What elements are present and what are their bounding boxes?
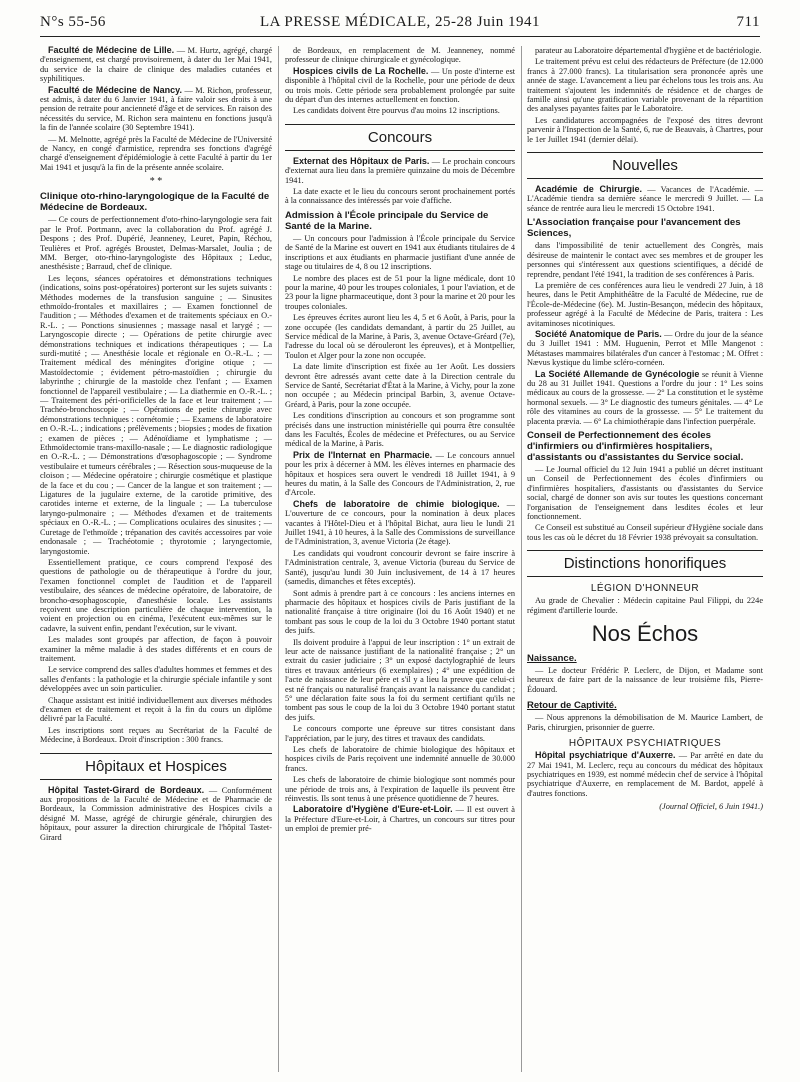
article-paragraph	[40, 46, 272, 84]
article-paragraph	[527, 713, 763, 732]
article-paragraph	[527, 185, 763, 213]
article-paragraph	[527, 281, 763, 328]
article-paragraph	[285, 724, 515, 743]
column-left	[40, 46, 272, 1074]
article-paragraph	[285, 187, 515, 206]
article-paragraph	[527, 465, 763, 521]
article-text: — Nous apprenons la démobilisation de M. Maurice Lambert, de Paris, chirurgien, prisonnier de guerre.	[527, 713, 763, 732]
section-title: Distinctions honorifiques	[527, 550, 763, 577]
article-heading: Admission à l'École principale du Service de Santé de la Marine.	[285, 209, 489, 232]
article-paragraph	[40, 135, 272, 173]
article-paragraph	[527, 330, 763, 368]
column-right	[527, 46, 763, 1074]
column-middle	[285, 46, 515, 1074]
article-text: se réunit à Vienne du 28 au 31 Juillet 1941. Questions a l'ordre du jour : 1° Les soins médicaux au cours de la grossesse. — 2° La constitution et le système hormonal sexuels. — 3° Le diagnostic des tumeurs génitales. — 4° Le rôle des vitamines au cours de la grossesse. — 5° Le traitement du placenta prævia. — 6° La chimiothérapie dans l'infection puerpérale.	[527, 369, 763, 426]
article-paragraph	[285, 234, 515, 272]
article-paragraph	[285, 274, 515, 312]
article-paragraph	[285, 106, 515, 115]
article-paragraph	[285, 500, 515, 547]
article-heading: Conseil de Perfectionnement des écoles d'infirmiers ou d'infirmières hospitaliers, d'assistants ou d'assistantes du Service social.	[527, 430, 744, 463]
source-citation: (Journal Officiel, 6 Juin 1941.)	[659, 802, 763, 812]
article-text: Les conditions d'inscription au concours et son programme sont précisés dans une instruction ministérielle qui pourra être consultée dans les Facultés, Écoles de médecine et Préfectures, ou au Service médical de la Marine, à Paris.	[285, 411, 515, 449]
article-run-in-heading: Laboratoire d'Hygiène d'Eure-et-Loir.	[293, 804, 453, 815]
article-text: — M. Hurtz, agrégé, chargé d'enseignement, est chargé provisoirement, à dater du 1er Mai 1941, du service de la chaire de clinique des maladies cutanées et syphilitiques.	[40, 46, 272, 84]
article-paragraph	[285, 451, 515, 498]
article-paragraph	[285, 157, 515, 185]
article-paragraph	[40, 86, 272, 133]
subsection-heading: Retour de Captivité.	[527, 700, 617, 712]
article-run-in-heading: La Société Allemande de Gynécologie	[535, 368, 700, 379]
article-text: — Vacances de l'Académie. — L'Académie tiendra sa dernière séance le mercredi 9 Juillet. — La séance de rentrée aura lieu le mercredi 15 Octobre 1941.	[527, 185, 763, 213]
article-text: Ce Conseil est substitué au Conseil supérieur d'Hygiène sociale dans tous les cas où le décret du 18 Février 1938 prévoyait sa consultation.	[527, 523, 763, 542]
article-run-in-heading: Hôpital Tastet-Girard de Bordeaux.	[48, 784, 205, 795]
article-text: — Le concours annuel pour les prix à décerner à MM. les élèves internes en pharmacie des hôpitaux et hospices sera ouvert le vendredi 18 Juillet 1941, à 9 heures du matin, à la Salle des Concours de l'Administration, 2, rue d'Arcole.	[285, 450, 515, 498]
article-text: Les malades sont groupés par affection, de façon à pouvoir examiner la même maladie à des stades différents et en cours de traitement.	[40, 635, 272, 663]
article-text: dans l'impossibilité de tenir actuellement des Congrès, mais désireuse de maintenir le contact avec ses membres et de grouper les personnes qui s'intéressent aux questions scientifiques, a décidé de reprendre, pendant l'été 1941, la tradition de ses conférences à Paris.	[527, 241, 763, 279]
article-run-in-heading: Société Anatomique de Paris.	[535, 328, 662, 339]
article-paragraph	[285, 67, 515, 105]
article-paragraph	[285, 46, 515, 65]
article-text: Les inscriptions sont reçues au Secrétariat de la Faculté de Médecine, à Bordeaux. Droit d'inscription : 300 francs.	[40, 725, 272, 745]
article-text: Le nombre des places est de 51 pour la ligne médicale, dont 10 pour la marine, 40 pour les troupes coloniales, 1 pour l'aviation, et de 23 pour la ligne pharmaceutique, dont 3 pour la marine et 20 pour les troupes coloniales.	[285, 273, 515, 311]
article-paragraph	[40, 635, 272, 663]
article-paragraph	[285, 313, 515, 360]
article-paragraph	[285, 362, 515, 409]
article-run-in-heading: Externat des Hôpitaux de Paris.	[293, 155, 430, 166]
article-paragraph	[40, 665, 272, 693]
article-text: — Le Journal officiel du 12 Juin 1941 a publié un décret instituant un Conseil de Perfectionnement des écoles d'infirmiers ou d'infirmières hospitaliers, d'assistants ou d'assistantes du Service social, chargé de donner son avis sur toutes les questions concernant l'organisation de l'enseignement dans lesdites écoles et leur fonctionnement.	[527, 465, 763, 522]
article-text: Sont admis à prendre part à ce concours : les anciens internes en pharmacie des hôpitaux et hospices civils de Paris justifiant de la nationalité française à titre originaire (loi du 16 Août 1940) et ne tombant pas sous le coup de la loi du 3 Octobre 1940 portant statut des juifs.	[285, 588, 515, 636]
journal-title: LA PRESSE MÉDICALE, 25-28 Juin 1941	[259, 14, 540, 30]
article-paragraph	[285, 745, 515, 773]
article-heading: L'Association française pour l'avancement des Sciences,	[527, 217, 741, 240]
article-text: La date limite d'inscription est fixée au 1er Août. Les dossiers devront être adressés avant cette date à la Direction centrale du Service de Santé, Secrétariat d'État à la Marine, à Vichy, pour la zone non occupée ; au Médecin principal Barbin, 3, avenue Octave-Gréard, à Paris, pour la zone occupée.	[285, 362, 515, 409]
article-text: Ils doivent produire à l'appui de leur inscription : 1° un extrait de leur acte de naissance justifiant de la nationalité française ; 2° un extrait du casier judiciaire ; 3° un exposé dactylographié de leurs titres et travaux antérieurs (6 exemplaires) ; 4° une expédition de l'acte de naissance de leur père et s'il y a lieu la preuve que celui-ci est né français ou naturalisé français avant la naissance du candidat ; 5° une déclaration faite sous la foi du serment certifiant qu'ils ne tombent pas sous le coup de la loi du 3 Octobre 1940 portant statut des juifs.	[285, 637, 515, 722]
article-text: — Conformément aux propositions de la Faculté de Médecine et de Pharmacie de Bordeaux, la Commission administrative des Hospices civils a désigné M. Masse, agrégé de chirurgie générale, chirurgien des hôpitaux, pour assurer la direction chirurgicale de l'hôpital Tastet-Girard	[40, 785, 272, 842]
article-run-in-heading: Hôpital psychiatrique d'Auxerre.	[535, 750, 676, 761]
page-header	[40, 8, 760, 37]
article-paragraph	[40, 558, 272, 633]
issue-number: N°s 55-56	[40, 14, 106, 30]
page-number: 711	[736, 14, 760, 30]
article-text: Les candidats qui voudront concourir devront se faire inscrire à l'Administration centrale, 3, avenue Victoria (bureau du Service de Santé), jusqu'au lundi 30 Juin inclusivement, de 14 à 17 heures (samedis, dimanches et fêtes exceptés).	[285, 548, 515, 587]
article-text: — Le prochain concours d'externat aura lieu dans la première quinzaine du mois de Décembre 1941.	[285, 156, 515, 185]
article-text: Au grade de Chevalier : Médecin capitaine Paul Filippi, du 224e régiment d'artillerie lourde.	[527, 596, 763, 615]
article-text: de Bordeaux, en remplacement de M. Jeanneney, nommé professeur de clinique chirurgicale et gynécologique.	[285, 46, 515, 65]
article-text: — Un poste d'interne est disponible à l'hôpital civil de la Rochelle, pour une période de deux ou trois mois. Cette période sera probablement prolongée par suite du départ d'un des internes actuellement en fonction.	[285, 66, 515, 105]
article-text: — Le docteur Frédéric P. Leclerc, de Dijon, et Madame sont heureux de faire part de la naissance de leur troisième fils, Pierre-Édouard.	[527, 666, 763, 694]
article-text: Les chefs de laboratoire de chimie biologique des hôpitaux et hospices civils de Paris reçoivent une indemnité annuelle de 30.000 francs.	[285, 745, 515, 773]
article-paragraph	[527, 46, 763, 55]
article-text: — Par arrêté en date du 27 Mai 1941, M. Leclerc, reçu au concours du médicat des hôpitaux psychiatriques en 1939, est nommé médecin chef de service à l'hôpital psychiatrique d'Auxerre, en remplacement de M. Bardot, appelé à d'autres fonctions.	[527, 751, 763, 798]
article-text: parateur au Laboratoire départemental d'hygiène et de bactériologie.	[535, 46, 762, 55]
column-rule	[278, 46, 279, 1072]
article-text: — M. Melnotte, agrégé près la Faculté de Médecine de l'Université de Nancy, en congé d'armistice, reprendra ses fonctions d'agrégé chargé d'enseignement d'épidémiologie à cette Faculté à partir du 1er Mai 1941 et jusqu'à la fin de la présente année scolaire.	[40, 134, 272, 172]
section-title-large: Nos Échos	[591, 621, 699, 647]
article-text: La première de ces conférences aura lieu le vendredi 27 Juin, à 18 heures, dans le Petit Amphithéâtre de la Faculté de Médecine, rue de l'École-de-Médecine (6e). M. Justin-Besançon, médecin des hôpitaux, professeur agrégé à la Faculté de Médecine de Paris, traitera : Les avitaminoses nicotiniques.	[527, 280, 763, 328]
subsection-title: HÔPITAUX PSYCHIATRIQUES	[568, 738, 722, 750]
article-run-in-heading: Chefs de laboratoire de chimie biologique.	[293, 498, 500, 509]
article-text: Les candidatures accompagnées de l'exposé des titres devront parvenir à l'Inspection de la Santé, 6, rue de Beauvais, à Chartres, pour le 1er Juillet 1941 (dernier délai).	[527, 115, 763, 144]
article-paragraph	[40, 696, 272, 724]
article-paragraph	[285, 775, 515, 803]
article-text: Les leçons, séances opératoires et démonstrations techniques (indications, soins post-opératoires) porteront sur les sujets suivants : Méthodes modernes de la transfusion sanguine ; — Sinusites ethmoïdo-frontales et maxillaires ; — Examen fonctionnel de l'audition ; — Méthodes d'examen et de traitements spéciaux en O.-R.-L. ; — Ponctions sinusiennes ; massage nasal et larygé ; — Laryngoscopie directe ; — Opérations de petite chirurgie avec démonstrations techniques et indications thérapeutiques ; — La surdi-mutité ; — Anesthésie locale et régionale en O.-R.-L. ; — Traitement médical des méningites d'origine otique ; — Mastoïdectomie ; évidement pétro-mastoïdien ; chirurgie du labyrinthe ; chirurgie de la mastoïde chez l'enfant ; — Examen fonctionnel de l'appareil vestibulaire ; — La diathermie en O.-R.-L. ; — Traitement des péri-orificielles de la face et leur traitement ; — Trachéo-bronchoscopie ; — Opérations de petite chirurgie avec démonstrations techniques : cornétomie ; — Examens de laboratoire en O.-R.-L. ; indications ; prélèvements ; biopsies ; modes de fixation ; examen de pièces ; — Adénoïdiame et lymphatisme ; — Ethmoïdectomie trans-maxillo-nasale ; — Le diagnostic radiologique en O.-R.-L. ; — Démonstrations d'œsophagoscopie ; — Syndrome vestibulaire et tumeurs cérébrales ; — Résection sous-muqueuse de la cloison ; — Médecine opératoire ; chirurgie cosmétique et plastique de la face et du cou ; — Cancer de la langue et son traitement ; — Ligatures de la jugulaire externe, de la carotide primitive, des carotides interne et externe, de la linguale ; — La tuberculose laryngo-pulmonaire ; — Méthodes d'examen et de traitements spéciaux en O.-R.-L. ; — Complications oculaires des sinusites ; — Curetage de l'ethmoïde ; trépanation des cavités accessoires par voie endonasale ; — Trachéotomie ; thyrotomie ; laryngectomie, laryngostomie.	[40, 273, 272, 556]
article-paragraph	[527, 116, 763, 144]
article-text: Le concours comporte une épreuve sur titres consistant dans l'appréciation, par le jury, des titres et travaux des candidats.	[285, 724, 515, 743]
subsection-title: LÉGION D'HONNEUR	[590, 583, 700, 595]
article-text: Essentiellement pratique, ce cours comprend l'exposé des questions de pathologie ou de thérapeutique à l'ordre du jour, l'examen fonctionnel complet de l'audition et de l'appareil vestibulaire, des séances de médecine opératoire, de laboratoire, de broncho-œsophagoscopie, d'anesthésie locale. Les assistants reçoivent une description particulière de chaque intervention, la voient en projection ou en cinéma, l'exécutent eux-mêmes sur le cadavre, la suivent enfin, pendant l'exécution, sur le vivant.	[40, 557, 272, 633]
article-text: Le traitement prévu est celui des rédacteurs de Préfecture (de 12.000 francs à 27.000 francs). La titularisation sera prononcée après une année de stage. L'avancement a lieu par échelons tous les trois ans. Au traitement s'ajoutent les indemnités de résidence et de charges de famille ainsi qu'une gratification variable provenant de la répartition des analyses payantes faites par le Laboratoire.	[527, 57, 763, 114]
section-title: Nouvelles	[527, 152, 763, 179]
article-text: Le service comprend des salles d'adultes hommes et femmes et des salles d'enfants : la pathologie et la chirurgie spéciale infantile y sont développées avec un soin particulier.	[40, 665, 272, 694]
asterism-divider: * *	[149, 176, 163, 188]
article-run-in-heading: Hospices civils de La Rochelle.	[293, 65, 429, 76]
article-paragraph	[40, 726, 272, 745]
article-paragraph	[285, 411, 515, 449]
section-title: Hôpitaux et Hospices	[40, 753, 272, 780]
section-title: Concours	[285, 124, 515, 151]
article-paragraph	[40, 786, 272, 842]
article-text: — M. Richon, professeur, est admis, à dater du 6 Janvier 1941, à faire valoir ses droits à une pension de retraite pour ancienneté d'âge et de services. En raison des nécessités du service, M. Richon sera maintenu en fonctions jusqu'à la fin de l'année scolaire (30 Septembre 1941).	[40, 85, 272, 133]
article-paragraph	[40, 274, 272, 556]
article-paragraph	[527, 751, 763, 798]
article-text: — Un concours pour l'admission à l'École principale du Service de Santé de la Marine est ouvert en 1941 aux étudiants titulaires de 4 inscriptions et aux étudiants en pharmacie justifiant d'une année de stage ou titulaires de 4, 8 ou 12 inscriptions.	[285, 233, 515, 272]
article-text: Les chefs de laboratoire de chimie biologique sont nommés pour une période de trois ans, à l'expiration de laquelle ils peuvent être réinvestis. Ils sont tenus à une présence quotidienne de 7 heures.	[285, 775, 515, 804]
article-run-in-heading: Faculté de Médecine de Lille.	[48, 46, 175, 55]
article-text: — Ce cours de perfectionnement d'oto-rhino-laryngologie sera fait par le Prof. Portmann, avec la collaboration du Prof. agrégé J. Despons ; des Prof. Dupérié, Jeanneney, Leuret, Papin, Réchou, Teulières et Prof. agrégés Broustet, Delmas-Marsalet, Joulia ; de MM. Berger, oto-rhino-laryngologiste des Hôpitaux ; Leduc, anesthésiste ; Barraud, chef de clinique.	[40, 215, 272, 272]
article-text: — Ordre du jour de la séance du 3 Juillet 1941 : MM. Huguenin, Perrot et Mlle Mangenot : Métastases mammaires bilatérales d'un cancer à l'estomac ; M. Offret : Nævus kystique du limbe scléro-cornéen.	[527, 329, 763, 368]
article-paragraph	[285, 805, 515, 833]
article-paragraph	[527, 241, 763, 279]
article-text: Les candidats doivent être pourvus d'au moins 12 inscriptions.	[293, 106, 500, 116]
article-text: Chaque assistant est initié individuellement aux diverses méthodes d'examen et de traitement et reçoit à la fin du cours un diplôme délivré par la Faculté.	[40, 695, 272, 724]
article-heading: Clinique oto-rhino-laryngologique de la Faculté de Médecine de Bordeaux.	[40, 191, 270, 214]
article-paragraph	[527, 57, 763, 113]
article-run-in-heading: Prix de l'Internat en Pharmacie.	[293, 449, 433, 460]
article-text: — Il est ouvert à la Préfecture d'Eure-et-Loir, à Chartres, un concours sur titres pour un emploi de premier pré-	[285, 805, 515, 834]
article-paragraph	[527, 370, 763, 426]
article-paragraph	[527, 523, 763, 542]
article-paragraph	[527, 666, 763, 694]
article-paragraph	[285, 549, 515, 587]
article-paragraph	[285, 638, 515, 723]
article-run-in-heading: Faculté de Médecine de Nancy.	[48, 84, 182, 95]
article-paragraph	[40, 215, 272, 271]
article-text: La date exacte et le lieu du concours seront prochainement portés à la connaissance des intéressés par voie d'affiche.	[285, 187, 515, 206]
article-text: Les épreuves écrites auront lieu les 4, 5 et 6 Août, à Paris, pour la zone occupée (les candidats demandant, à partir du 25 Juillet, au Service médical de la Marine, à Paris, 3, avenue Octave-Gréard (7e), l'adresse du local où se dérouleront les épreuves), et à Montpellier, Toulon et Alger pour la zone non occupée.	[285, 313, 515, 360]
column-rule	[521, 46, 522, 1072]
subsection-heading: Naissance.	[527, 653, 577, 665]
article-paragraph	[285, 589, 515, 636]
article-text: — L'ouverture de ce concours, pour la nomination à deux places vacantes à l'Hôtel-Dieu et à l'hôpital Bichat, aura lieu le lundi 21 Juillet 1941, à 10 heures, à la Salle des Commissions de surveillance de l'Administration, 3, avenue Victoria (2e étage).	[285, 499, 515, 547]
article-paragraph	[527, 596, 763, 615]
article-run-in-heading: Académie de Chirurgie.	[535, 184, 642, 195]
